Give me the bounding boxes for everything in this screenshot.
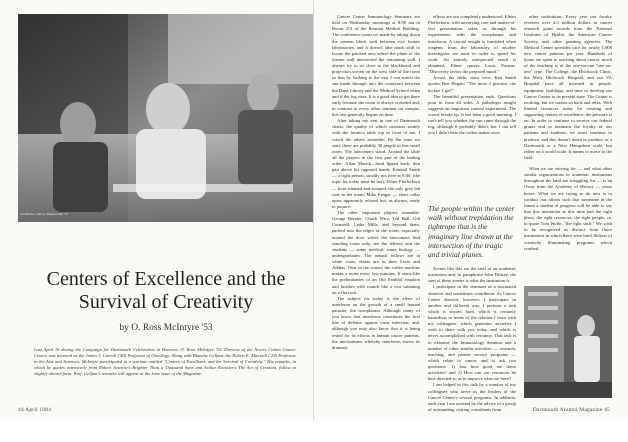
- text-column-1: [332, 14, 420, 402]
- paragraph: I am helped in this task by a number of my colleagues who serve as the leaders of the Cancer Center's several programs. In addition, each year I am assisted by the advice of a group of outstanding visiting consultants from: [428, 382, 517, 412]
- page-number-right: Dartmouth Alumni Magazine 45: [532, 407, 610, 413]
- seminar-photo-image: [18, 14, 313, 222]
- paragraph: Scenes like this are the stuff of an academic institution and, to paraphrase John Dickey, the sum of these scenes is what the institution is.: [428, 266, 516, 284]
- title-line-1: Centers of Excellence and the: [46, 268, 286, 290]
- paragraph: The beautiful presentation ends. Questions pour in from all sides. A pathologic insight suggests an important control experiment. The crowd breaks up. It has been a good morning. I can't tell you whether the sun came through the fog, although it probably didn't, but I can tell you I didn't hear the coffee maker once.: [428, 93, 516, 136]
- photo-caption: All Photos: Nancy Wasserman '77: [20, 212, 69, 216]
- article-title: [20, 268, 312, 314]
- paragraph: The other important players assemble: George Bernier, Chuck Wira, Ted Ball, Gib Cornwell, Letha Mills, and beyond them, packed into the edges of the room, especially around the door where the latecomers find standing room only, are the fellows and the students — some medical, some biology — undergraduates. The natural fellows are in white coats, others are in their Levis and Adidas. Over in the corner, the coffee machine makes a noise every few minutes. It starts like the preliminaries of an Old Faithful eruption and finishes with sounds like a cow urinating on a flat rock.: [332, 210, 420, 295]
- seminar-photo: [18, 14, 313, 222]
- paragraph: other institutions. Every year our faculty receives over 4.5 million dollars in cancer research grant awards from the National Institutes of Health, the American Cancer Society, and other granting agencies. The Medical Center provides care for nearly 1,000 new cancer patients per year. Hundreds of hours are spent in teaching about cancer, much of the teaching is of the one-on-one "one-on-one" type. The College, the Hitchcock Clinic, the Mary Hitchcock Hospital, and our VA Hospital have all invested in people, equipment, buildings, and time to develop our Cancer Center to its present state. The Center is working, but we cannot sit back and relax. With limited resources today for creating and supporting centers of excellence, the pressure is on. In order to continue to receive our federal grants and to maintain the loyalty of our patients and students, we must continue to produce, and this doesn't mean to produce as a Dartmouth or a New Hampshire scale, but rather on a world scale. It means to move to the field.: [524, 14, 613, 160]
- paragraph: The subject for today is the effect of interferon on the growth of a small human parasite, the toxoplasma. Although many of you know that interferon constitutes the first line of defense against virus infection, and, although you may also know that it is being tested for its effects in human cancer patients, the mechanisms whereby interferon exerts its dramatic: [332, 295, 420, 350]
- text-column-3: [524, 14, 612, 402]
- title-line-2: Survival of Creativity: [78, 291, 254, 313]
- paragraph: After taking my seat in one of Dartmouth chairs, the quality of which contrasts starkly with the formica table top in front of me, I watch the others assemble. By the time we start, there are probably 30 people in this small room. The latecomers stand. Around the table all the players in the first part of the batting order: Allan Munck—head lipped back, thin part above his opposed hands; Kendall Smith — a right person, usually not here at 8:00, (the topic for today must be hot); Elmer Pfefferkorn — horn rimmed and stooped, the only grey lab coat in the room; Mike Fanger — short collar open, apparently relaxed but, as always, ready to pounce.: [332, 118, 420, 209]
- text-column-2: [428, 14, 517, 412]
- paragraph: What we are striving for — and what other similar organizations in academic institutions throughout the land are struggling for — is an Oscar from the Academy of History — years hence. What we are trying to do now is to conduct our affairs such that sometime in the future a student of progress will be able to say that this institution at this time had the right place, the right resources, the right people, or, to quote Tom Wolfe, "the right stuff." We wish to be recognized as distinct from those institutions in which there were brief flickers of creativity illuminating programs which crashed.: [524, 166, 612, 251]
- library-photo-image: [524, 286, 612, 398]
- right-page: [314, 0, 628, 420]
- library-photo: [524, 286, 612, 398]
- paragraph: Across the table, sotto voce, Ken Smith quotes Ben Hogan: "The more I practice, the luckier I get!": [428, 75, 516, 93]
- left-page: [0, 0, 314, 420]
- paragraph: effects are not completely understood. Elmer Pfefferkorn, with unvarying care and matter-of-fact presentation, takes us through his experiments with the toxoplasma and interferon. A crucial insight is furnished when reagents from the laboratory of another investigator are used in order to speed his work. An entirely unexpected result is obtained: Elmer quotes Louis Pasteur: "Discovery favors the prepared mind.": [428, 14, 516, 75]
- pull-quote: The people within the center walk without trepidation the tightrope that is the imaginary line drawn at the intersection of the tragic and trivial planes.: [428, 204, 515, 260]
- byline: by O. Ross McIntyre '53: [119, 323, 213, 333]
- paragraph: I participate in the seminars as a fascinated observer and sometimes contributor. As Cancer Center director, however, I participate in another and different way. I perform a task which is always hard, which is certainly hazardous in terms of the relation I have with my colleagues, which generates anxieties I wish to share with you today, and which is never accomplished with certainty. That task is to examine the Immunology Seminar and a number of other similar activities — research, teaching, and patient service programs — which relate to cancer and to ask two questions: 1) Just how good are these activities? and 2) How can our resources be best directed so as to improve what we have?: [428, 284, 516, 382]
- page-number-left: 44 April 1984: [18, 407, 52, 413]
- intro-paragraph: Last April 16 during the Campaign for Dartmouth Celebration in Hanover, O. Ross McIntyre '53, Director of the Norris Cotton Cancer Center, was honored as the James J. Carroll ('40) Professor of Oncology. Along with Blanche Gelfant, the Robert E. Maxwell ('28) Professor in the Arts and Sciences, McIntyre participated in a seminar entitled "Centers of Excellence and the Survival of Creativity." His remarks, in which he quotes extensively from Robert Jastrow's Brighter Than a Thousand Suns and Arthur Koestler's The Act of Creation, follow in slightly altered form. Prof. Gelfant's remarks will appear in the June issue of the Magazine.: [34, 347, 296, 377]
- paragraph: Cancer Center Immunology Seminars are held on Wednesday mornings at 8:00 am in Room 213 of the Remsen Medical Building. The conference room we made by taking down the cement block wall between two former laboratories, and it doesn't take much skill to locate the patched area where the plane of the former wall intersected the remaining wall. I always try to sit close to the blackboard and projection screen on the west side of the room so that by looking to the east I can watch the sun break through into the courtyard between the Dana Library and the Medical School when and if the fog rises. It is a good idea to get there early because the room is always crowded and, in contrast to every other seminar on campus, this one generally begins on time.: [332, 14, 420, 117]
